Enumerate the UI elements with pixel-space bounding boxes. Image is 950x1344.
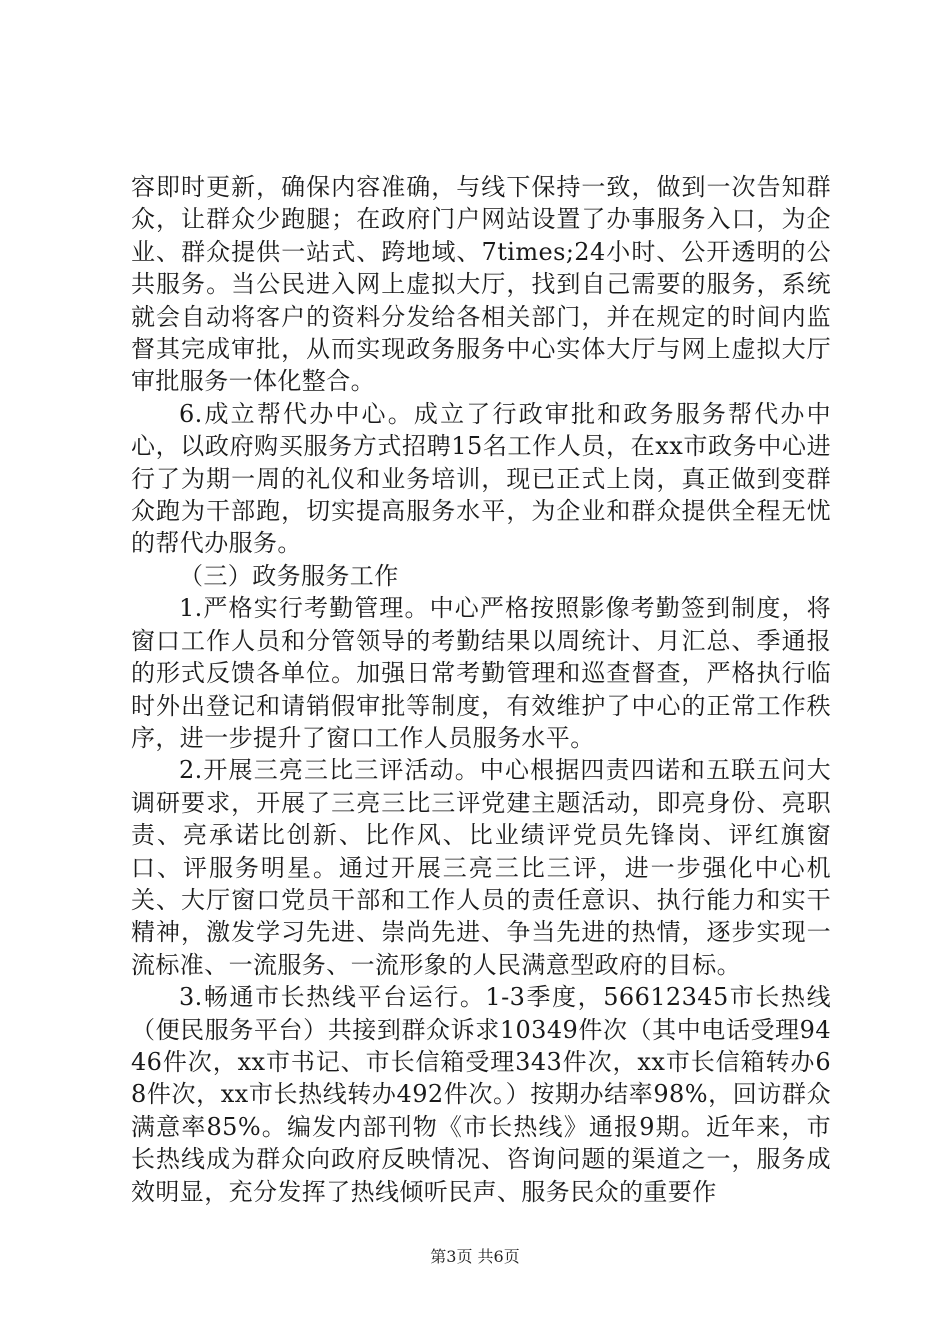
paragraph-item-3-hotline: 3.畅通市长热线平台运行。1-3季度，56612345市长热线（便民服务平台）共接到群众诉求10349件次（其中电话受理9446件次，xx市书记、市长信箱受理343件次，xx市长信箱转办68件次，xx市长热线转办492件次。）按期办结率98%，回访群众满意率85%。编发内部刊物《市长热线》通报9期。近年来，市长热线成为群众向政府反映情况、咨询问题的渠道之一，服务成效明显，充分发挥了热线倾听民声、服务民众的重要作 <box>131 983 831 1206</box>
paragraph-item-2-activities: 2.开展三亮三比三评活动。中心根据四责四诺和五联五问大调研要求，开展了三亮三比三评党建主题活动，即亮身份、亮职责、亮承诺比创新、比作风、比业绩评党员先锋岗、评红旗窗口、评服务明星。通过开展三亮三比三评，进一步强化中心机关、大厅窗口党员干部和工作人员的责任意识、执行能力和实干精神，激发学习先进、崇尚先进、争当先进的热情，逐步实现一流标准、一流服务、一流形象的人民满意型政府的目标。 <box>131 756 831 979</box>
paragraph-item-6-help-center: 6.成立帮代办中心。成立了行政审批和政务服务帮代办中心，以政府购买服务方式招聘15名工作人员，在xx市政务中心进行了为期一周的礼仪和业务培训，现已正式上岗，真正做到变群众跑为干部跑，切实提高服务水平，为企业和群众提供全程无忧的帮代办服务。 <box>131 399 831 558</box>
page-footer: 第3页 共6页 <box>430 1247 520 1266</box>
document-body <box>131 171 831 1208</box>
paragraph-continuation: 容即时更新，确保内容准确，与线下保持一致，做到一次告知群众，让群众少跑腿；在政府门户网站设置了办事服务入口，为企业、群众提供一站式、跨地域、7times;24小时、公开透明的公共服务。当公民进入网上虚拟大厅，找到自己需要的服务，系统就会自动将客户的资料分发给各相关部门，并在规定的时间内监督其完成审批，从而实现政务服务中心实体大厅与网上虚拟大厅审批服务一体化整合。 <box>131 173 831 396</box>
section-heading-government-services: （三）政务服务工作 <box>179 561 399 590</box>
paragraph-item-1-attendance: 1.严格实行考勤管理。中心严格按照影像考勤签到制度，将窗口工作人员和分管领导的考勤结果以周统计、月汇总、季通报的形式反馈各单位。加强日常考勤管理和巡查督查，严格执行临时外出登记和请销假审批等制度，有效维护了中心的正常工作秩序，进一步提升了窗口工作人员服务水平。 <box>131 594 831 752</box>
